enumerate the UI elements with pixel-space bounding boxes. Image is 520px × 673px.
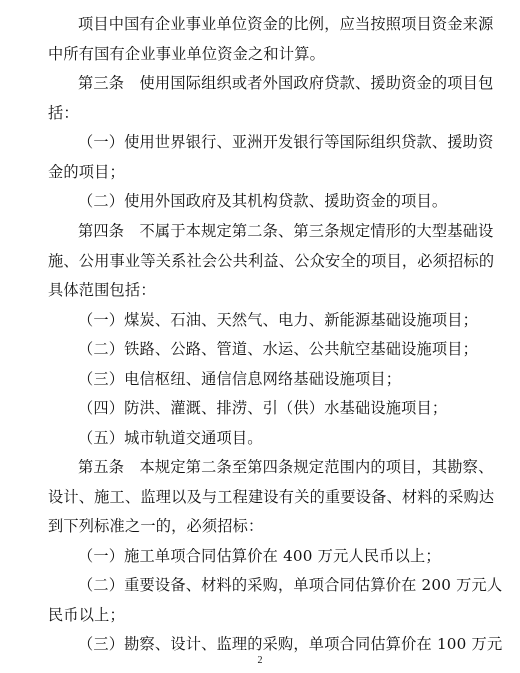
text-line: 项目中国有企业事业单位资金的比例，应当按照项目资金来源 — [78, 15, 494, 33]
text-line: （一）施工单项合同估算价在 400 万元人民币以上； — [78, 547, 441, 565]
article-3-heading — [48, 69, 494, 128]
page-number: 2 — [257, 655, 263, 666]
article-3-item-2 — [48, 187, 478, 217]
text-line: （三）勘察、设计、监理的采购，单项合同估算价在 100 万元 — [78, 635, 503, 653]
text-line: 金的项目； — [48, 162, 125, 181]
text-line: 第三条 使用国际组织或者外国政府贷款、援助资金的项目包 — [78, 74, 494, 92]
article-4-item-4 — [48, 394, 478, 424]
text-line: （二）重要设备、材料的采购，单项合同估算价在 200 万元人 — [78, 576, 503, 594]
text-line: （一）使用世界银行、亚洲开发银行等国际组织贷款、援助资 — [78, 133, 494, 151]
text-line: （五）城市轨道交通项目。 — [78, 429, 263, 447]
article-5-item-2 — [48, 571, 503, 630]
text-line: 括： — [48, 103, 79, 122]
article-3-item-1 — [48, 128, 494, 187]
text-line: （四）防洪、灌溉、排涝、引（供）水基础设施项目； — [78, 399, 448, 417]
article-5-heading — [48, 453, 495, 542]
article-4-item-5 — [48, 424, 478, 454]
text-line: 第四条 不属于本规定第二条、第三条规定情形的大型基础设 — [78, 222, 494, 240]
text-line: 具体范围包括： — [48, 281, 156, 299]
text-line: 设计、施工、监理以及与工程建设有关的重要设备、材料的采购达 — [48, 487, 495, 506]
article-4-item-3 — [48, 365, 478, 395]
article-4-heading — [48, 217, 495, 306]
paragraph-funding-ratio — [48, 10, 494, 69]
text-line: （三）电信枢纽、通信信息网络基础设施项目； — [78, 370, 402, 388]
text-line: 中所有国有企业事业单位资金之和计算。 — [48, 44, 325, 63]
text-line: 第五条 本规定第二条至第四条规定范围内的项目，其勘察、 — [78, 458, 494, 476]
text-line: 民币以上； — [48, 605, 125, 624]
text-line: （二）使用外国政府及其机构贷款、援助资金的项目。 — [78, 192, 448, 210]
text-line: 到下列标准之一的，必须招标： — [48, 517, 264, 535]
text-line: （一）煤炭、石油、天然气、电力、新能源基础设施项目； — [78, 311, 479, 329]
text-line: （二）铁路、公路、管道、水运、公共航空基础设施项目； — [78, 340, 479, 358]
article-4-item-1 — [48, 306, 478, 336]
article-4-item-2 — [48, 335, 478, 365]
article-5-item-1 — [48, 542, 478, 572]
text-line: 施、公用事业等关系社会公共利益、公众安全的项目，必须招标的 — [48, 251, 495, 270]
